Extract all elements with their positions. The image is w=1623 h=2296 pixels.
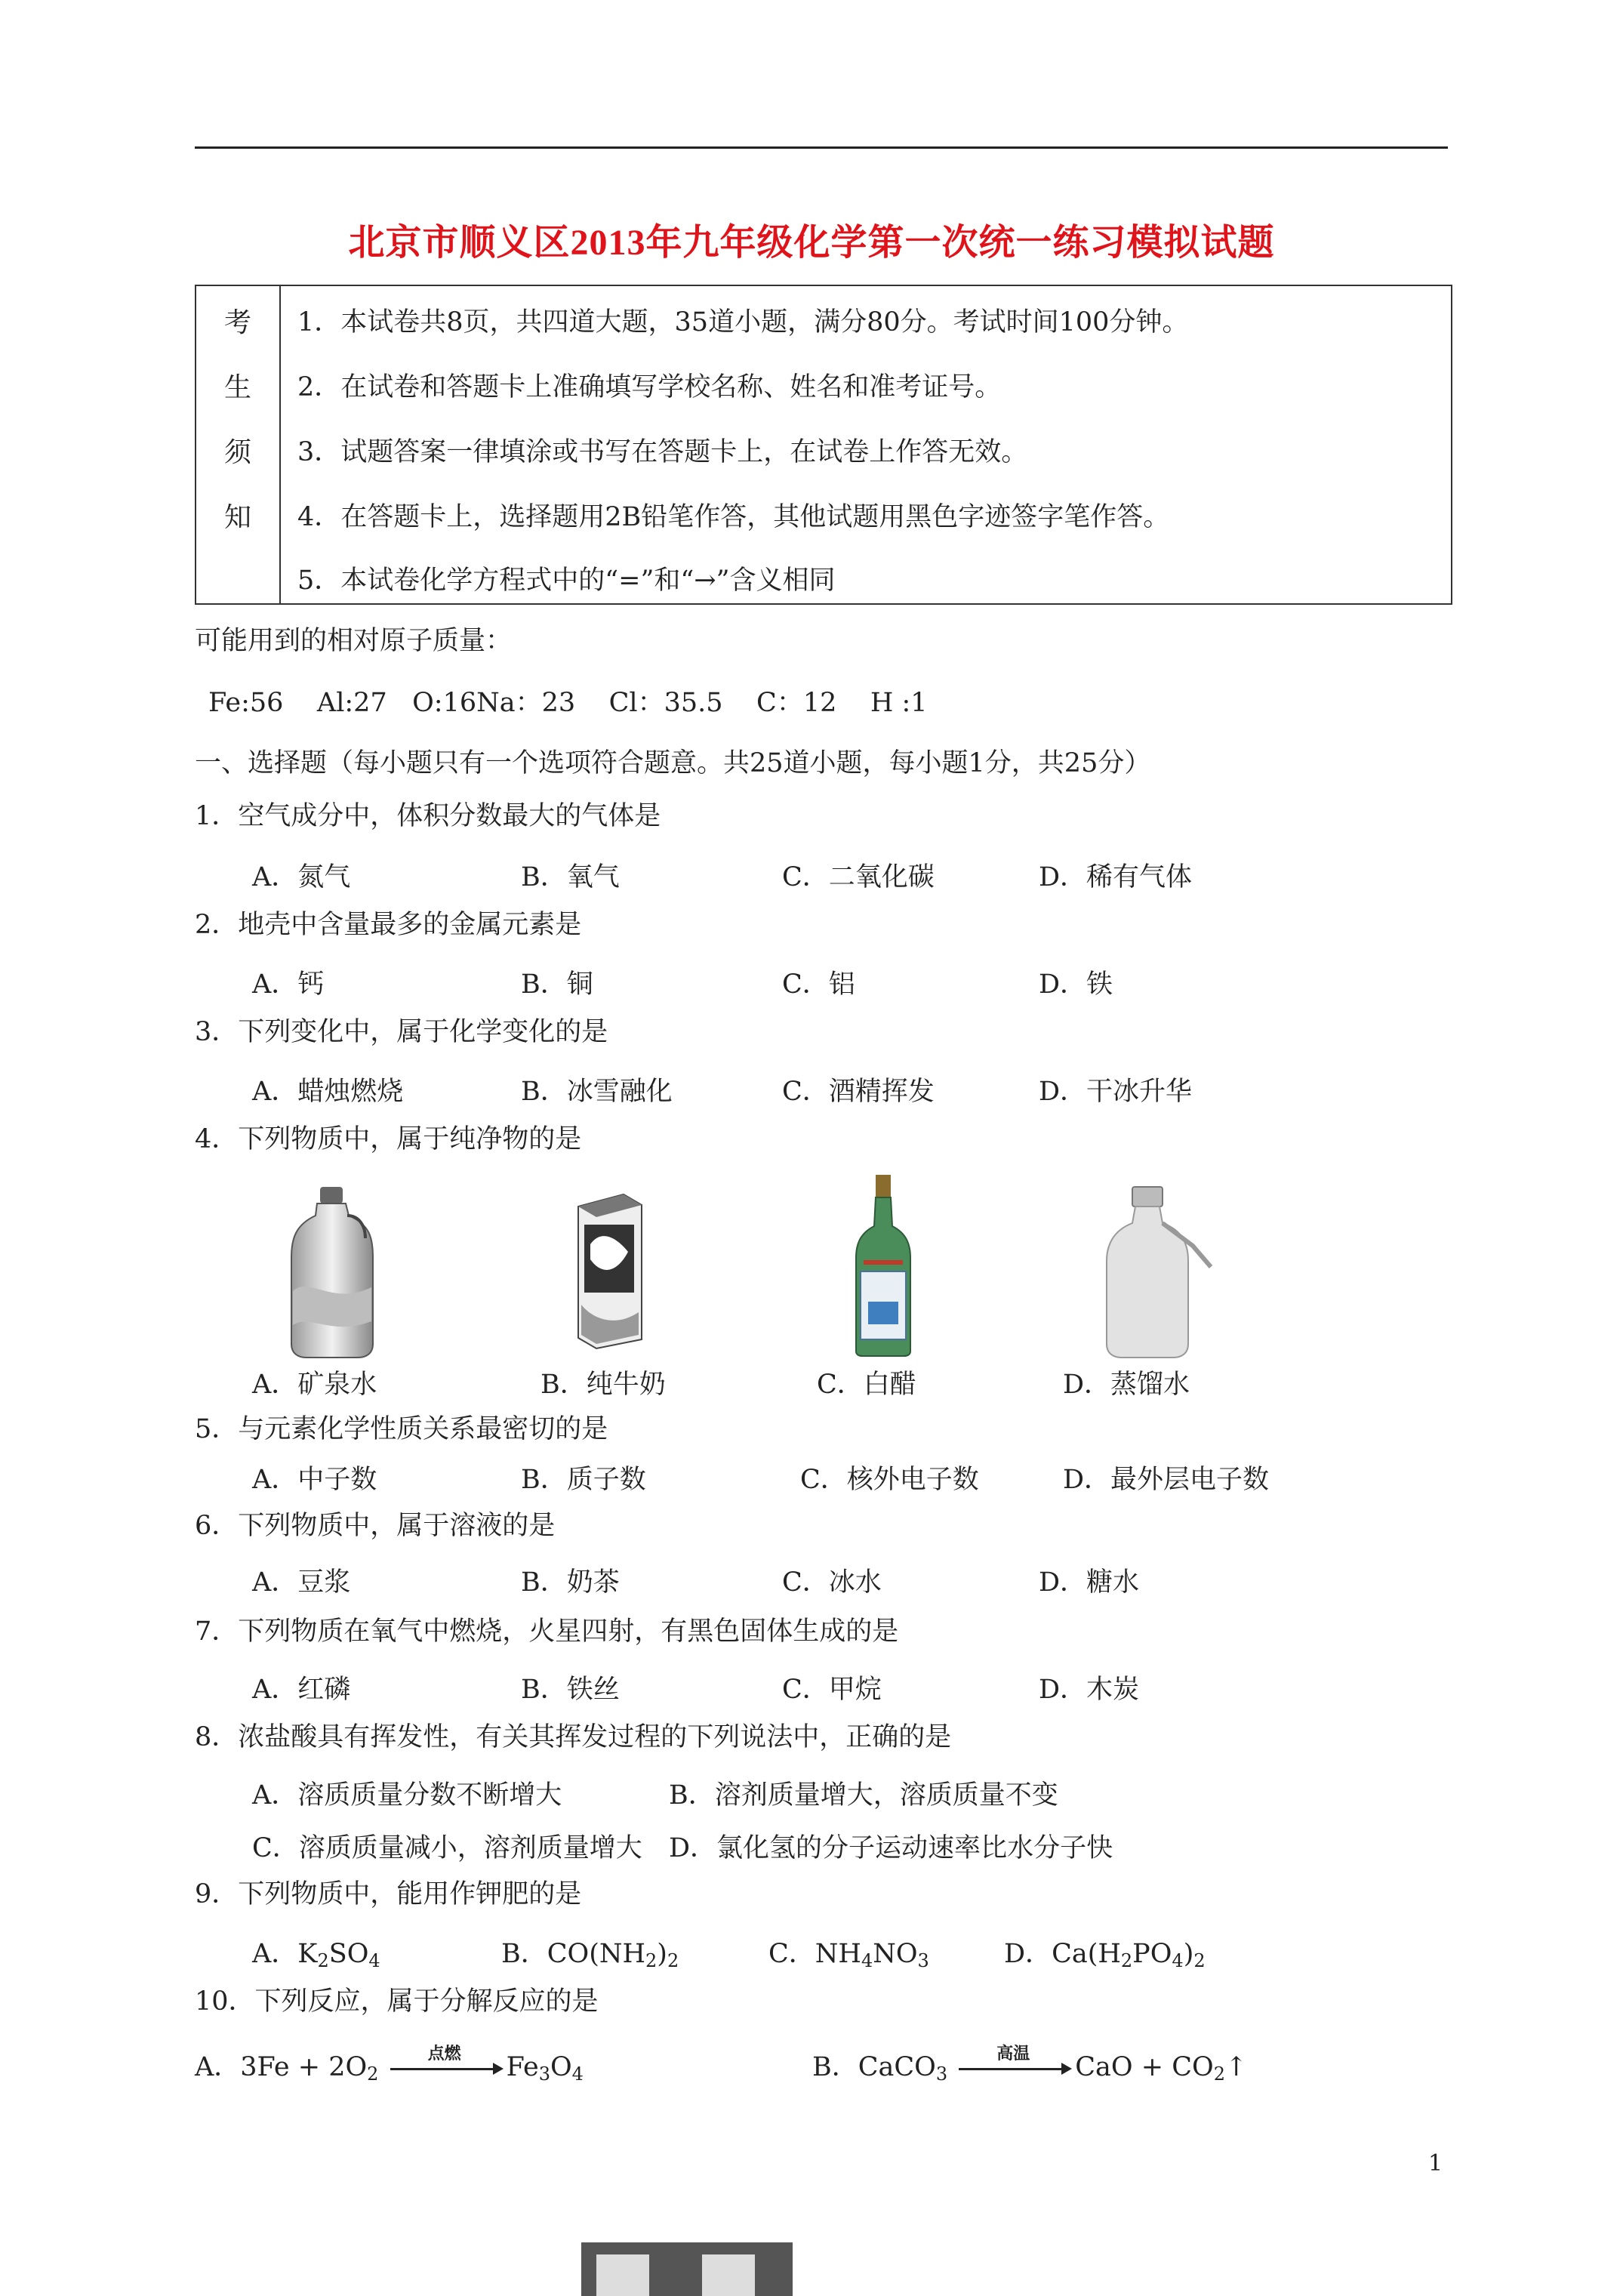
question-stem: 8．浓盐酸具有挥发性，有关其挥发过程的下列说法中，正确的是: [195, 1722, 952, 1752]
page-title: 北京市顺义区2013年九年级化学第一次统一练习模拟试题: [348, 223, 1275, 263]
option-b: B．$CO(NH_2)_2$: [501, 1939, 679, 1971]
question-stem: 4．下列物质中，属于纯净物的是: [195, 1124, 582, 1154]
option-d: D．氯化氢的分子运动速率比水分子快: [669, 1833, 1113, 1863]
option-c: C．二氧化碳: [782, 862, 935, 892]
option-a: A．氮气: [252, 862, 351, 892]
option-b: B．氧气: [521, 862, 620, 892]
question-stem: 2．地壳中含量最多的金属元素是: [195, 910, 582, 940]
notice-side-char: 知: [223, 502, 251, 533]
notice-rule: 2．在试卷和答题卡上准确填写学校名称、姓名和准考证号。: [297, 372, 1002, 402]
page-number: 1: [1428, 2150, 1443, 2177]
option-a: A．豆浆: [252, 1567, 351, 1598]
atomic-mass-values: Fe:56 Al:27 O:16Na：23 Cl：35.5 C：12 H :1: [208, 688, 928, 718]
top-rule: [195, 146, 1448, 149]
option-b: B．质子数: [521, 1465, 646, 1495]
option-a: A．钙: [252, 969, 325, 1000]
notice-side-label: [196, 286, 281, 603]
notice-side-char: 须: [223, 437, 251, 468]
cropped-image-fragment: [581, 2235, 793, 2296]
option-b: B．奶茶: [521, 1567, 620, 1598]
option-b: B．铜: [521, 969, 593, 1000]
option-c: C．冰水: [782, 1567, 882, 1598]
question-stem: 3．下列变化中，属于化学变化的是: [195, 1017, 608, 1047]
option-a: A．矿泉水: [252, 1370, 377, 1400]
option-d: D．稀有气体: [1039, 862, 1193, 892]
notice-rule: 3．试题答案一律填涂或书写在答题卡上，在试卷上作答无效。: [297, 437, 1028, 467]
option-b: B．铁丝: [521, 1675, 620, 1705]
option-b: B．溶剂质量增大，溶质质量不变: [669, 1780, 1058, 1811]
option-c: C．甲烷: [782, 1675, 882, 1705]
question-stem: 7．下列物质在氧气中燃烧，火星四射，有黑色固体生成的是: [195, 1616, 899, 1647]
question-stem: 1．空气成分中，体积分数最大的气体是: [195, 801, 661, 831]
option-b: B．纯牛奶: [540, 1370, 666, 1400]
option-c: C．白醋: [817, 1370, 916, 1400]
option-a: A．蜡烛燃烧: [252, 1077, 404, 1107]
option-d: D．干冰升华: [1039, 1077, 1193, 1107]
notice-rule: 4．在答题卡上，选择题用2B铅笔作答，其他试题用黑色字迹签字笔作答。: [297, 502, 1170, 532]
question-stem: 9．下列物质中，能用作钾肥的是: [195, 1879, 582, 1909]
exam-notice-box: [195, 285, 1452, 605]
option-c: C．酒精挥发: [782, 1077, 935, 1107]
milk-carton-icon: [571, 1191, 646, 1350]
atomic-mass-label: 可能用到的相对原子质量：: [195, 626, 513, 656]
option-d: D．最外层电子数: [1063, 1465, 1270, 1495]
option-d: D．$Ca(H_2PO_4)_2$: [1004, 1939, 1206, 1971]
notice-rule: 1．本试卷共8页，共四道大题，35道小题，满分80分。考试时间100分钟。: [297, 307, 1189, 337]
notice-rule: 5．本试卷化学方程式中的“=”和“→”含义相同: [297, 566, 836, 596]
section-heading: 一、选择题（每小题只有一个选项符合题意。共25道小题，每小题1分，共25分）: [195, 748, 1151, 778]
reaction-condition: 高温: [996, 2043, 1030, 2063]
reaction-condition: 点燃: [427, 2043, 461, 2063]
notice-side-char: 考: [223, 307, 251, 338]
option-a: A．红磷: [252, 1675, 351, 1705]
bottle-icon: [287, 1185, 377, 1359]
option-b-equation: B．CaCO$_3$ 高温 CaO + $CO_2↑$: [812, 2046, 1247, 2084]
vinegar-bottle-icon: [853, 1173, 913, 1358]
reaction-arrow: [959, 2043, 1072, 2080]
reaction-arrow: [390, 2043, 504, 2080]
question-stem: 5．与元素化学性质关系最密切的是: [195, 1414, 608, 1444]
option-a: A．溶质质量分数不断增大: [252, 1780, 562, 1811]
option-b: B．冰雪融化: [521, 1077, 673, 1107]
option-c: C．核外电子数: [800, 1465, 979, 1495]
option-d: D．蒸馏水: [1063, 1370, 1190, 1400]
option-d: D．糖水: [1039, 1567, 1140, 1598]
option-d: D．铁: [1039, 969, 1113, 1000]
option-c: C．溶质质量减小，溶剂质量增大: [252, 1833, 642, 1863]
question-stem: 10．下列反应，属于分解反应的是: [195, 1986, 599, 2017]
notice-side-char: 生: [223, 372, 251, 403]
option-c: C．铝: [782, 969, 855, 1000]
option-a: A．中子数: [252, 1465, 377, 1495]
question-stem: 6．下列物质中，属于溶液的是: [195, 1511, 556, 1541]
option-d: D．木炭: [1039, 1675, 1140, 1705]
option-a-equation: A．$3Fe + 2O_2$ 点燃 $Fe_3O_4$: [195, 2046, 584, 2084]
wash-bottle-icon: [1093, 1185, 1214, 1359]
option-a: A．$K_2SO_4$: [252, 1939, 380, 1971]
option-c: C．$NH_4NO_3$: [768, 1939, 929, 1971]
